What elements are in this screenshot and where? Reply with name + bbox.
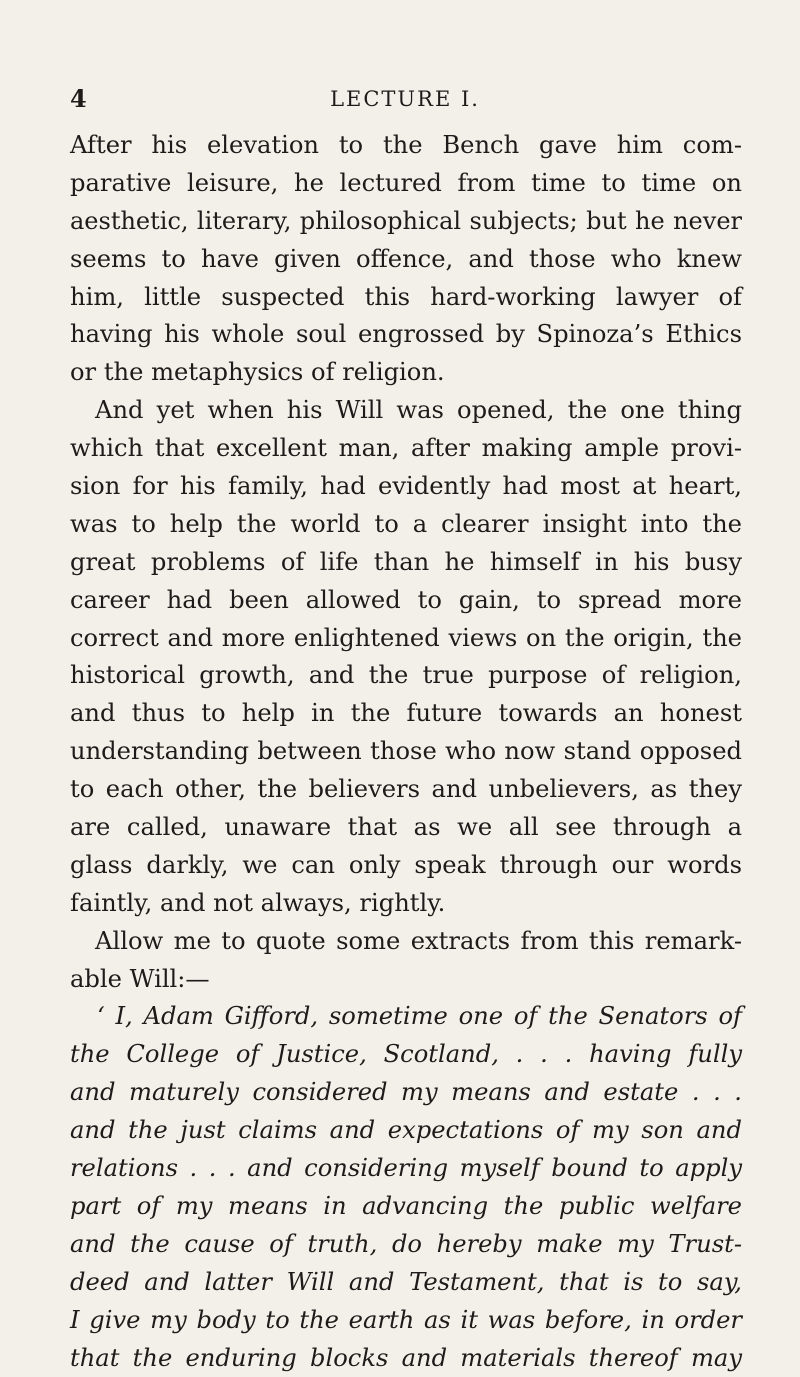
- text-line: and thus to help in the future towards an honest: [70, 695, 742, 733]
- page-header: [70, 84, 740, 114]
- quote-line: relations . . . and considering myself bound to apply: [70, 1150, 742, 1188]
- quote-line: the College of Justice, Scotland, . . . having fully: [70, 1036, 742, 1074]
- text-line: career had been allowed to gain, to spread more: [70, 582, 742, 620]
- page-number: 4: [70, 84, 87, 114]
- text-line: correct and more enlightened views on the origin, the: [70, 620, 742, 658]
- text-line: great problems of life than he himself in his busy: [70, 544, 742, 582]
- text-line: And yet when his Will was opened, the one thing: [70, 392, 742, 430]
- text-line: Allow me to quote some extracts from this remark-: [70, 923, 742, 961]
- text-line: having his whole soul engrossed by Spinoza’s Ethics: [70, 316, 742, 354]
- quote-line: part of my means in advancing the public welfare: [70, 1188, 742, 1226]
- text-line: glass darkly, we can only speak through our words: [70, 847, 742, 885]
- quote-line: deed and latter Will and Testament, that is to say,: [70, 1264, 742, 1302]
- text-line: was to help the world to a clearer insight into the: [70, 506, 742, 544]
- text-line: able Will:—: [70, 961, 742, 999]
- text-line: him, little suspected this hard-working lawyer of: [70, 279, 742, 317]
- text-line: After his elevation to the Bench gave him com-: [70, 127, 742, 165]
- text-line: are called, unaware that as we all see through a: [70, 809, 742, 847]
- text-line: sion for his family, had evidently had most at heart,: [70, 468, 742, 506]
- text-line: parative leisure, he lectured from time to time on: [70, 165, 742, 203]
- quote-line: and the cause of truth, do hereby make my Trust-: [70, 1226, 742, 1264]
- running-head: LECTURE I.: [70, 84, 740, 114]
- quote-line: that the enduring blocks and materials thereof may: [70, 1340, 742, 1377]
- text-line: to each other, the believers and unbelievers, as they: [70, 771, 742, 809]
- quote-line: I give my body to the earth as it was before, in order: [70, 1302, 742, 1340]
- text-line: understanding between those who now stand opposed: [70, 733, 742, 771]
- text-line: which that excellent man, after making ample provi-: [70, 430, 742, 468]
- text-line: seems to have given offence, and those who knew: [70, 241, 742, 279]
- quote-line: and maturely considered my means and estate . . .: [70, 1074, 742, 1112]
- text-line: faintly, and not always, rightly.: [70, 885, 742, 923]
- quote-line: and the just claims and expectations of my son and: [70, 1112, 742, 1150]
- text-line: historical growth, and the true purpose of religion,: [70, 657, 742, 695]
- body-text: [70, 127, 742, 1377]
- text-line: or the metaphysics of religion.: [70, 354, 742, 392]
- quote-line: ‘ I, Adam Gifford, sometime one of the Senators of: [70, 998, 742, 1036]
- text-line: aesthetic, literary, philosophical subjects; but he never: [70, 203, 742, 241]
